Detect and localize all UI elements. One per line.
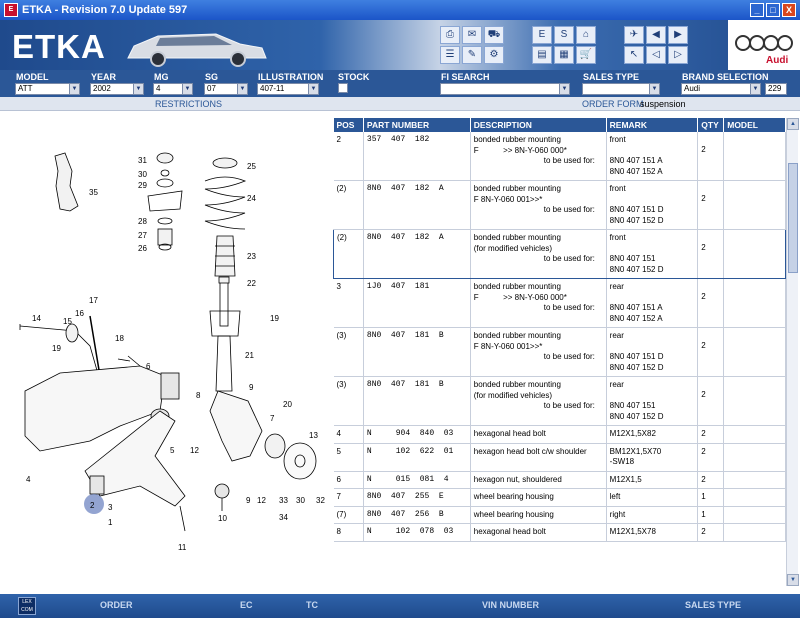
- cell-pos: 3: [334, 279, 364, 328]
- forward-icon[interactable]: ▷: [668, 46, 688, 64]
- callout-21[interactable]: 21: [245, 351, 254, 360]
- cell-remark: [606, 443, 698, 471]
- cell-part-number[interactable]: 8N0 407 181 B: [363, 377, 470, 426]
- brand-selection-label: BRAND SELECTION: [682, 72, 769, 82]
- model-value: ATT: [18, 84, 33, 93]
- year-label: YEAR: [91, 72, 117, 82]
- description-line: bonded rubber mounting: [473, 282, 561, 291]
- audi-logo: [728, 20, 800, 70]
- scroll-down-icon[interactable]: ▼: [787, 574, 799, 586]
- bottom-bar: [0, 594, 800, 618]
- callout-32[interactable]: 32: [316, 496, 325, 505]
- parts-icon[interactable]: ▦: [554, 46, 574, 64]
- callout-4[interactable]: 4: [26, 475, 31, 484]
- callout-17[interactable]: 17: [89, 296, 98, 305]
- cell-qty: 2: [698, 377, 724, 426]
- callout-13[interactable]: 13: [309, 431, 318, 440]
- description-line: to be used for:: [543, 303, 595, 312]
- callout-28[interactable]: 28: [138, 217, 147, 226]
- cell-remark: [606, 524, 698, 542]
- cell-remark: [606, 279, 698, 328]
- cell-pos: 7: [334, 489, 364, 507]
- elsa-icon[interactable]: E: [532, 26, 552, 44]
- description-line: bonded rubber mounting: [473, 380, 561, 389]
- sg-label: SG: [205, 72, 219, 82]
- remark-line: [610, 342, 695, 353]
- cell-model: [724, 443, 786, 471]
- remark-line: M12X1,5X78: [609, 527, 656, 536]
- remark-line: rear: [609, 282, 624, 291]
- back-icon[interactable]: ↖: [624, 46, 644, 64]
- illustration-label: ILLUSTRATION: [258, 72, 324, 82]
- scroll-up-icon[interactable]: ▲: [787, 118, 799, 130]
- remark-line: front: [609, 184, 626, 193]
- etka-logo: ETKA: [12, 28, 106, 65]
- cell-part-number[interactable]: 1J0 407 181: [363, 279, 470, 328]
- notes-icon[interactable]: ✉: [462, 26, 482, 44]
- description-line: bonded rubber mounting: [473, 331, 561, 340]
- remark-line: 8N0 407 151: [609, 401, 656, 410]
- callout-7[interactable]: 7: [270, 414, 275, 423]
- cell-remark: [606, 489, 698, 507]
- table-row[interactable]: [334, 524, 786, 542]
- description-line: F >> 8N-Y-060 000*: [473, 292, 567, 302]
- callout-22[interactable]: 22: [247, 279, 256, 288]
- dealer-icon[interactable]: ⌂: [576, 26, 596, 44]
- remark-line: M12X1,5X82: [609, 429, 656, 438]
- brand-code-field[interactable]: 229: [765, 83, 787, 95]
- close-button[interactable]: X: [782, 3, 796, 17]
- window-titlebar: [0, 0, 800, 20]
- header-qty[interactable]: QTY: [698, 118, 724, 132]
- cell-pos: (3): [334, 377, 364, 426]
- cell-description: [470, 328, 606, 377]
- description-line: bonded rubber mounting: [473, 184, 561, 193]
- callout-6[interactable]: 6: [146, 362, 151, 371]
- scroll-thumb[interactable]: [788, 163, 798, 273]
- remark-line: 8N0 407 152 A: [609, 313, 663, 323]
- remark-line: 8N0 407 151 A: [609, 156, 663, 165]
- cell-description: [470, 471, 606, 489]
- description-line: hexagon head bolt c/w shoulder: [473, 446, 587, 456]
- info-bar: [0, 97, 800, 111]
- cell-pos: (7): [334, 506, 364, 524]
- cell-model: [724, 279, 786, 328]
- remark-line: 8N0 407 151: [609, 254, 656, 263]
- table-row[interactable]: [334, 279, 786, 328]
- remark-line: [610, 391, 695, 402]
- cell-description: [470, 181, 606, 230]
- chevron-down-icon[interactable]: ▼: [308, 84, 318, 94]
- model-label: MODEL: [16, 72, 49, 82]
- table-row[interactable]: [334, 443, 786, 471]
- callout-24[interactable]: 24: [247, 194, 256, 203]
- cell-pos: (2): [334, 230, 364, 279]
- tc-button[interactable]: TC: [306, 600, 318, 610]
- callout-12[interactable]: 12: [190, 446, 199, 455]
- service-icon[interactable]: ⚙: [484, 46, 504, 64]
- cell-model: [724, 328, 786, 377]
- callout-29[interactable]: 29: [138, 181, 147, 190]
- cell-remark: [606, 181, 698, 230]
- remark-line: 8N0 407 152 A: [609, 166, 663, 176]
- suspension-diagram[interactable]: [0, 111, 332, 594]
- remark-line: [610, 146, 695, 157]
- order-form-label[interactable]: ORDER FORM: [582, 99, 644, 109]
- cell-remark: [606, 230, 698, 279]
- callout-26[interactable]: 26: [138, 244, 147, 253]
- description-line: hexagon nut, shouldered: [473, 474, 562, 484]
- cell-model: [724, 181, 786, 230]
- callout-25[interactable]: 25: [247, 162, 256, 171]
- cell-description: [470, 132, 606, 181]
- table-row[interactable]: [334, 471, 786, 489]
- cell-model: [724, 377, 786, 426]
- callout-34[interactable]: 34: [279, 513, 288, 522]
- header-banner: [0, 20, 800, 70]
- callout-19b[interactable]: 19: [270, 314, 279, 323]
- audi-wordmark: Audi: [766, 55, 789, 66]
- cell-part-number[interactable]: N 015 081 4: [363, 471, 470, 489]
- table-row[interactable]: [334, 230, 786, 279]
- callout-9b[interactable]: 9: [246, 496, 251, 505]
- remark-line: 8N0 407 151 D: [609, 352, 664, 361]
- chevron-down-icon[interactable]: ▼: [750, 84, 760, 94]
- mg-label: MG: [154, 72, 169, 82]
- cell-description: [470, 230, 606, 279]
- print-icon[interactable]: ⎙: [440, 26, 460, 44]
- stock-checkbox[interactable]: [338, 83, 348, 93]
- callout-31[interactable]: 31: [138, 156, 147, 165]
- minimize-button[interactable]: _: [750, 3, 764, 17]
- cell-description: [470, 279, 606, 328]
- description-line: bonded rubber mounting: [473, 233, 561, 242]
- sales-type-select[interactable]: [582, 83, 660, 95]
- description-line: to be used for:: [543, 205, 595, 214]
- remark-line: left: [609, 492, 621, 501]
- restrictions-link[interactable]: RESTRICTIONS: [155, 99, 223, 109]
- callout-30[interactable]: 30: [138, 170, 147, 179]
- cell-qty: 1: [698, 506, 724, 524]
- maximize-button[interactable]: □: [766, 3, 780, 17]
- callout-5[interactable]: 5: [170, 446, 175, 455]
- table-row[interactable]: [334, 506, 786, 524]
- edit-icon[interactable]: ✎: [462, 46, 482, 64]
- table-row[interactable]: [334, 426, 786, 444]
- callout-35[interactable]: 35: [89, 188, 98, 197]
- cell-pos: (3): [334, 328, 364, 377]
- callout-15[interactable]: 15: [63, 317, 72, 326]
- ec-button[interactable]: EC: [240, 600, 253, 610]
- cell-pos: (2): [334, 181, 364, 230]
- chevron-down-icon[interactable]: ▼: [69, 84, 79, 94]
- cell-pos: 8: [334, 524, 364, 542]
- sg-value: 07: [207, 84, 216, 93]
- callout-33[interactable]: 33: [279, 496, 288, 505]
- description-line: hexagonal head bolt: [473, 429, 546, 438]
- cell-qty: 1: [698, 489, 724, 507]
- remark-line: BM12X1,5X70: [609, 446, 662, 456]
- cell-description: [470, 443, 606, 471]
- sg-select[interactable]: [204, 83, 248, 95]
- remark-line: [610, 195, 695, 206]
- remark-line: right: [609, 509, 626, 519]
- callout-18[interactable]: 18: [115, 334, 124, 343]
- cell-model: [724, 132, 786, 181]
- cell-pos: 5: [334, 443, 364, 471]
- toolbar-group-1: [440, 26, 504, 64]
- remark-line: 8N0 407 152 D: [609, 264, 664, 274]
- parts-table-container[interactable]: [333, 118, 786, 586]
- cell-qty: 2: [698, 471, 724, 489]
- cell-description: [470, 524, 606, 542]
- cell-pos: 4: [334, 426, 364, 444]
- table-row[interactable]: [334, 181, 786, 230]
- callout-11[interactable]: 11: [178, 543, 187, 552]
- cell-part-number[interactable]: N 904 840 03: [363, 426, 470, 444]
- parts-illustration[interactable]: [0, 111, 332, 594]
- selector-bar: [0, 70, 800, 97]
- toolbar-group-3: [624, 26, 688, 64]
- cell-qty: 2: [698, 426, 724, 444]
- callout-30b[interactable]: 30: [296, 496, 305, 505]
- cell-qty: 2: [698, 443, 724, 471]
- catalog-icon[interactable]: ▤: [532, 46, 552, 64]
- cell-model: [724, 471, 786, 489]
- description-line: wheel bearing housing: [473, 509, 554, 519]
- car-view-icon[interactable]: ⛟: [484, 26, 504, 44]
- header-description[interactable]: DESCRIPTION: [470, 118, 606, 132]
- table-row[interactable]: [334, 489, 786, 507]
- callout-1[interactable]: 1: [108, 518, 113, 527]
- first-page-icon[interactable]: ◀: [646, 26, 666, 44]
- year-value: 2002: [93, 84, 111, 93]
- next-page-icon[interactable]: ▶: [668, 26, 688, 44]
- cell-pos: 2: [334, 132, 364, 181]
- cell-model: [724, 524, 786, 542]
- cell-description: [470, 377, 606, 426]
- remark-line: -SW18: [609, 457, 635, 466]
- order-form-value: suspension: [640, 99, 686, 109]
- cell-model: [724, 230, 786, 279]
- description-line: hexagonal head bolt: [473, 527, 546, 536]
- list-icon[interactable]: ☰: [440, 46, 460, 64]
- mg-value: 4: [156, 84, 161, 93]
- remark-line: 8N0 407 152 D: [609, 362, 664, 372]
- sales-type-button[interactable]: SALES TYPE: [685, 600, 742, 610]
- remark-line: [610, 244, 695, 255]
- cart-icon[interactable]: 🛒: [576, 46, 596, 64]
- mg-select[interactable]: [153, 83, 193, 95]
- cell-description: [470, 426, 606, 444]
- chevron-down-icon[interactable]: ▼: [133, 84, 143, 94]
- table-row[interactable]: [334, 328, 786, 377]
- cell-qty: 2: [698, 328, 724, 377]
- fi-search-select[interactable]: [440, 83, 570, 95]
- cell-remark: [606, 328, 698, 377]
- cell-remark: [606, 132, 698, 181]
- callout-27[interactable]: 27: [138, 231, 147, 240]
- header-part-number[interactable]: PART NUMBER: [363, 118, 470, 132]
- order-button[interactable]: ORDER: [100, 600, 133, 610]
- chevron-down-icon[interactable]: ▼: [649, 84, 659, 94]
- window-title: ETKA - Revision 7.0 Update 597: [22, 4, 188, 16]
- description-line: to be used for:: [543, 156, 595, 165]
- description-line: (for modified vehicles): [473, 390, 552, 400]
- cell-part-number[interactable]: N 102 078 03: [363, 524, 470, 542]
- cell-part-number[interactable]: N 102 622 01: [363, 443, 470, 471]
- header-pos[interactable]: POS: [334, 118, 364, 132]
- chevron-down-icon[interactable]: ▼: [559, 84, 569, 94]
- remark-line: 8N0 407 152 D: [609, 215, 664, 225]
- cell-model: [724, 489, 786, 507]
- callout-14[interactable]: 14: [32, 314, 41, 323]
- callout-20[interactable]: 20: [283, 400, 292, 409]
- description-line: to be used for:: [543, 254, 595, 263]
- stock-label: STOCK: [338, 72, 370, 82]
- remark-line: front: [609, 135, 626, 144]
- cell-qty: 2: [698, 132, 724, 181]
- remark-line: rear: [609, 331, 624, 340]
- description-line: to be used for:: [543, 401, 595, 410]
- supply-icon[interactable]: S: [554, 26, 574, 44]
- illustration-value: 407-11: [260, 84, 285, 93]
- cell-qty: 2: [698, 230, 724, 279]
- cell-remark: [606, 377, 698, 426]
- chevron-down-icon[interactable]: ▼: [182, 84, 192, 94]
- cell-qty: 2: [698, 524, 724, 542]
- cell-qty: 2: [698, 279, 724, 328]
- callout-12b[interactable]: 12: [257, 496, 266, 505]
- brand-value: Audi: [684, 84, 701, 93]
- cell-description: [470, 489, 606, 507]
- remark-line: front: [609, 233, 626, 242]
- cell-model: [724, 506, 786, 524]
- cell-part-number[interactable]: 8N0 407 182 A: [363, 181, 470, 230]
- callout-19a[interactable]: 19: [52, 344, 61, 353]
- chevron-down-icon[interactable]: ▼: [237, 84, 247, 94]
- remark-line: [610, 293, 695, 304]
- callout-23[interactable]: 23: [247, 252, 256, 261]
- description-line: F 8N-Y-060 001>>*: [473, 341, 543, 351]
- vin-number-button[interactable]: VIN NUMBER: [482, 600, 540, 610]
- cell-description: [470, 506, 606, 524]
- description-line: F 8N-Y-060 001>>*: [473, 194, 543, 204]
- table-header-row: [334, 118, 786, 132]
- header-remark[interactable]: REMARK: [606, 118, 698, 132]
- cell-part-number[interactable]: 357 407 182: [363, 132, 470, 181]
- etka-app-icon: E: [4, 3, 18, 17]
- callout-2[interactable]: 2: [90, 501, 95, 510]
- description-line: F >> 8N-Y-060 000*: [473, 145, 567, 155]
- cell-remark: [606, 426, 698, 444]
- cell-remark: [606, 506, 698, 524]
- remark-line: M12X1,5: [609, 474, 642, 484]
- cell-pos: 6: [334, 471, 364, 489]
- brand-select[interactable]: [681, 83, 761, 95]
- cell-remark: [606, 471, 698, 489]
- callout-3[interactable]: 3: [108, 503, 113, 512]
- audi-rings-icon: [734, 34, 794, 52]
- table-row[interactable]: [334, 132, 786, 181]
- callout-9[interactable]: 9: [249, 383, 254, 392]
- toolbar-group-2: [532, 26, 596, 64]
- description-line: to be used for:: [543, 352, 595, 361]
- fi-search-label: FI SEARCH: [441, 72, 490, 82]
- description-line: bonded rubber mounting: [473, 135, 561, 144]
- cell-model: [724, 426, 786, 444]
- parts-table: [333, 118, 786, 542]
- sales-type-label: SALES TYPE: [583, 72, 640, 82]
- lexcom-logo: LEX COM: [18, 597, 36, 615]
- table-row[interactable]: [334, 377, 786, 426]
- callout-16[interactable]: 16: [75, 309, 84, 318]
- model-select[interactable]: [15, 83, 80, 95]
- car-image: [120, 24, 270, 68]
- remark-line: rear: [609, 380, 624, 389]
- remark-line: 8N0 407 152 D: [609, 411, 664, 421]
- callout-10[interactable]: 10: [218, 514, 227, 523]
- cell-part-number[interactable]: 8N0 407 256 B: [363, 506, 470, 524]
- description-line: (for modified vehicles): [473, 243, 552, 253]
- remark-line: 8N0 407 151 A: [609, 303, 663, 312]
- cell-part-number[interactable]: 8N0 407 182 A: [363, 230, 470, 279]
- remark-line: 8N0 407 151 D: [609, 205, 664, 214]
- cell-qty: 2: [698, 181, 724, 230]
- pin-icon[interactable]: ✈: [624, 26, 644, 44]
- table-scrollbar[interactable]: [786, 118, 798, 586]
- prev-icon[interactable]: ◁: [646, 46, 666, 64]
- callout-8[interactable]: 8: [196, 391, 201, 400]
- header-model[interactable]: MODEL: [724, 118, 786, 132]
- year-select[interactable]: [90, 83, 144, 95]
- description-line: wheel bearing housing: [473, 492, 554, 501]
- cell-part-number[interactable]: 8N0 407 181 B: [363, 328, 470, 377]
- cell-part-number[interactable]: 8N0 407 255 E: [363, 489, 470, 507]
- illustration-select[interactable]: [257, 83, 319, 95]
